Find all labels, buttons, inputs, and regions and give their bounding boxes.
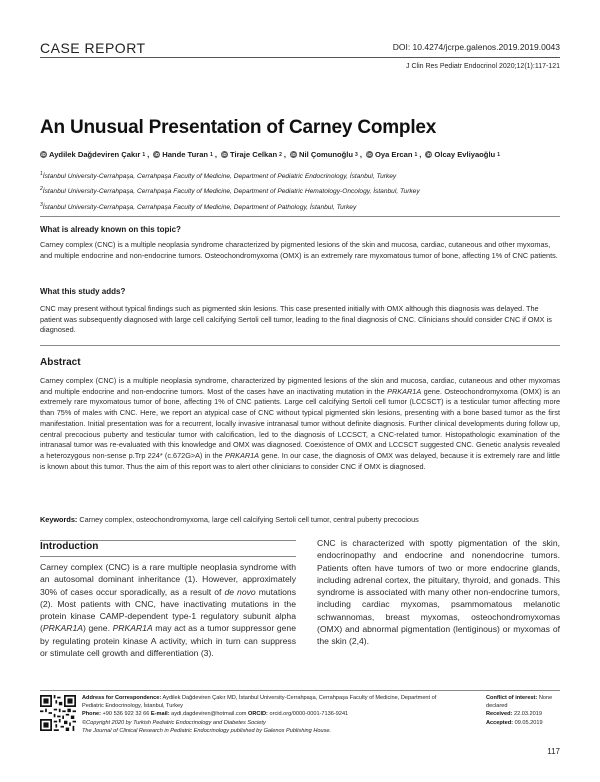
known-text: Carney complex (CNC) is a multiple neoplasia syndrome characterized by pigmented lesions of the skin and mucosa, cardiac, cutaneous and other myxomas, and multiple endocrine and non-endocrine tumors. Osteochondromyxoma (OMX) is an extremely rare myxomatous tumor of bone, affecting 1% of CNC patients. bbox=[40, 240, 558, 260]
email-link[interactable]: aydi.dagdeviren@hotmail.com bbox=[171, 711, 247, 718]
section-divider bbox=[40, 556, 296, 557]
orcid-link[interactable]: orcid.org/0000-0001-7136-9241 bbox=[269, 711, 349, 718]
orcid-icon[interactable]: iD bbox=[426, 152, 432, 157]
qr-code-icon[interactable] bbox=[40, 695, 76, 731]
known-heading: What is already known on this topic? bbox=[40, 225, 181, 234]
affiliation: $^1$İstanbul University-Cerrahpaşa, Cerrahpaşa Faculty of Medicine, Department of Pediatric Endocrinology, İstanbul, Turkey bbox=[40, 171, 397, 181]
abstract-heading: Abstract bbox=[40, 357, 81, 368]
author[interactable]: iD Olcay Evliyaoğlu 1 bbox=[426, 150, 500, 159]
orcid-icon[interactable]: iD bbox=[291, 152, 296, 157]
section-divider bbox=[40, 345, 560, 346]
journal-reference: J Clin Res Pediatr Endocrinol 2020;12(1):117-121 bbox=[406, 63, 560, 70]
adds-text: CNC may present without typical findings such as pigmented skin lesions. This case presented initially with OMX although this diagnosis was delayed. The patient was subsequently diagnosed with large cell calcifying Sertoli cell tumor, leading to the final diagnosis of CNC. Clinicians should consider CNC if OMX is diagnosed. bbox=[40, 304, 552, 335]
author[interactable]: iD Aydilek Dağdeviren Çakır 1 , bbox=[41, 150, 150, 159]
affiliation: $^2$İstanbul University-Cerrahpaşa, Cerrahpaşa Faculty of Medicine, Department of Pediatric Hematology-Oncology, İstanbul, Turkey bbox=[40, 186, 420, 196]
adds-heading: What this study adds? bbox=[40, 287, 126, 296]
orcid-icon[interactable]: iD bbox=[222, 152, 227, 157]
article-dates: Conflict of interest: None declared Received: 22.03.2019 Accepted: 09.05.2019 bbox=[486, 695, 553, 726]
keywords: Keywords: Carney complex, osteochondromyxoma, large cell calcifying Sertoli cell tumor, central puberty precocious bbox=[40, 515, 419, 524]
footer-divider bbox=[40, 690, 560, 691]
introduction-heading: Introduction bbox=[40, 541, 99, 552]
introduction-right-column: CNC is characterized with spotty pigmentation of the skin, endocrinopathy and endocrine and nonendocrine tumors. Patients often have tumors of two or more endocrine glands, including adrenal cortex, the pituitary, thyroid, and gonads. This syndrome is associated with many other non-endocrine tumors, including cardiac myxomas, psammomatous melanotic schwannomas, breast myxomas, osteochondromyxomas (OMX) and abnormal pigmentation (lentiginous) or myxomas of the skin (2,4). bbox=[317, 538, 560, 647]
orcid-icon[interactable]: iD bbox=[367, 152, 372, 157]
author[interactable]: iD Hande Turan 1 , bbox=[154, 150, 217, 159]
orcid-icon[interactable]: iD bbox=[154, 152, 159, 157]
orcid-icon[interactable]: iD bbox=[41, 152, 46, 157]
abstract-text: Carney complex (CNC) is a multiple neoplasia syndrome, characterized by pigmented lesions of the skin and mucosa, cardiac, cutaneous and other myxomas and multiple endocrine and non-endocrine tumors. Most of the cases have an inactivating mutation in the PRKAR1A gene. Osteochondromyxoma (OMX) is an extremely rare myxomatous tumor of bone, affecting 1% of CNC patients. Large cell calcifying Sertoli cell tumor (LCCSCT) is a testicular tumor affecting more than 75% of males with CNC. Here, we report an atypical case of CNC without typical pigmented skin lesions, presenting with a bone based tumor as the first manifestation. Initial presentation was for a recurrent, locally invasive intranasal tumor without definite diagnosis. Further clinical developments during follow up, central precocious puberty and testicular tumor with calcification, led to the diagnosis of LCCSCT, a CNC-related tumor. Histopathologic examination of the intranasal tumor was re-evaluated with this knowledge and OMX was diagnosed. Coexistence of OMX and LCCSCT suggested CNC. Genetic analysis revealed a heterozygous non-sense p.Trp 224* (c.672G>A) in the PRKAR1A gene. In our case, the diagnosis of OMX was delayed, because it is extremely rare and little is known about this tumor. Thus the aim of this report was to alert other clinicians to consider CNC if OMX is diagnosed. bbox=[40, 376, 560, 471]
article-title: An Unusual Presentation of Carney Complex bbox=[40, 117, 437, 138]
affiliation: $^3$İstanbul University-Cerrahpaşa, Cerrahpaşa Faculty of Medicine, Department of Pathology, İstanbul, Turkey bbox=[40, 201, 357, 211]
author[interactable]: iD Nil Çomunoğlu 3 , bbox=[291, 150, 362, 159]
affiliation-list bbox=[40, 168, 420, 214]
article-type-label: CASE REPORT bbox=[40, 40, 146, 56]
author[interactable]: iD Tiraje Celkan 2 , bbox=[222, 150, 287, 159]
header-divider bbox=[40, 57, 560, 58]
introduction-left-column: Carney complex (CNC) is a rare multiple neoplasia syndrome with an autosomal dominant inheritance (1). However, approximately 30% of cases occur sporadically, as a result of de novo mutations (2). Most patients with CNC, have inactivating mutations in the protein kinase CAMP-dependent type-1 regulatory subunit alpha (PRKAR1A) gene. PRKAR1A may act as a tumor suppressor gene by regulating protein kinase A activity, which in turn can suppress or stimulate cell growth and differentiation (3). bbox=[40, 562, 296, 659]
page-number: 117 bbox=[547, 747, 560, 756]
section-divider bbox=[40, 216, 560, 217]
author[interactable]: iD Oya Ercan 1 , bbox=[367, 150, 422, 159]
author-list bbox=[40, 150, 500, 159]
doi-text[interactable]: DOI: 10.4274/jcrpe.galenos.2019.2019.0043 bbox=[392, 42, 560, 52]
correspondence-block: Address for Correspondence: Aydilek Dağdeviren Çakır MD, İstanbul University-Cerrahpaşa, Cerrahpaşa Faculty of Medicine, Department of Pediatric Endocrinology, İstanbul, Turkey Phone: +90 536 922 32 66 E-mail: aydi.dagdeviren@hotmail.com ORCID: orcid.org/0000-0001-7136-9241 ©Copyright 2020 by Turkish Pediatric Endocrinology and Diabetes Society The Journal of Clinical Research in Pediatric Endocrinology published by Galenos Publishing House. bbox=[82, 695, 437, 734]
